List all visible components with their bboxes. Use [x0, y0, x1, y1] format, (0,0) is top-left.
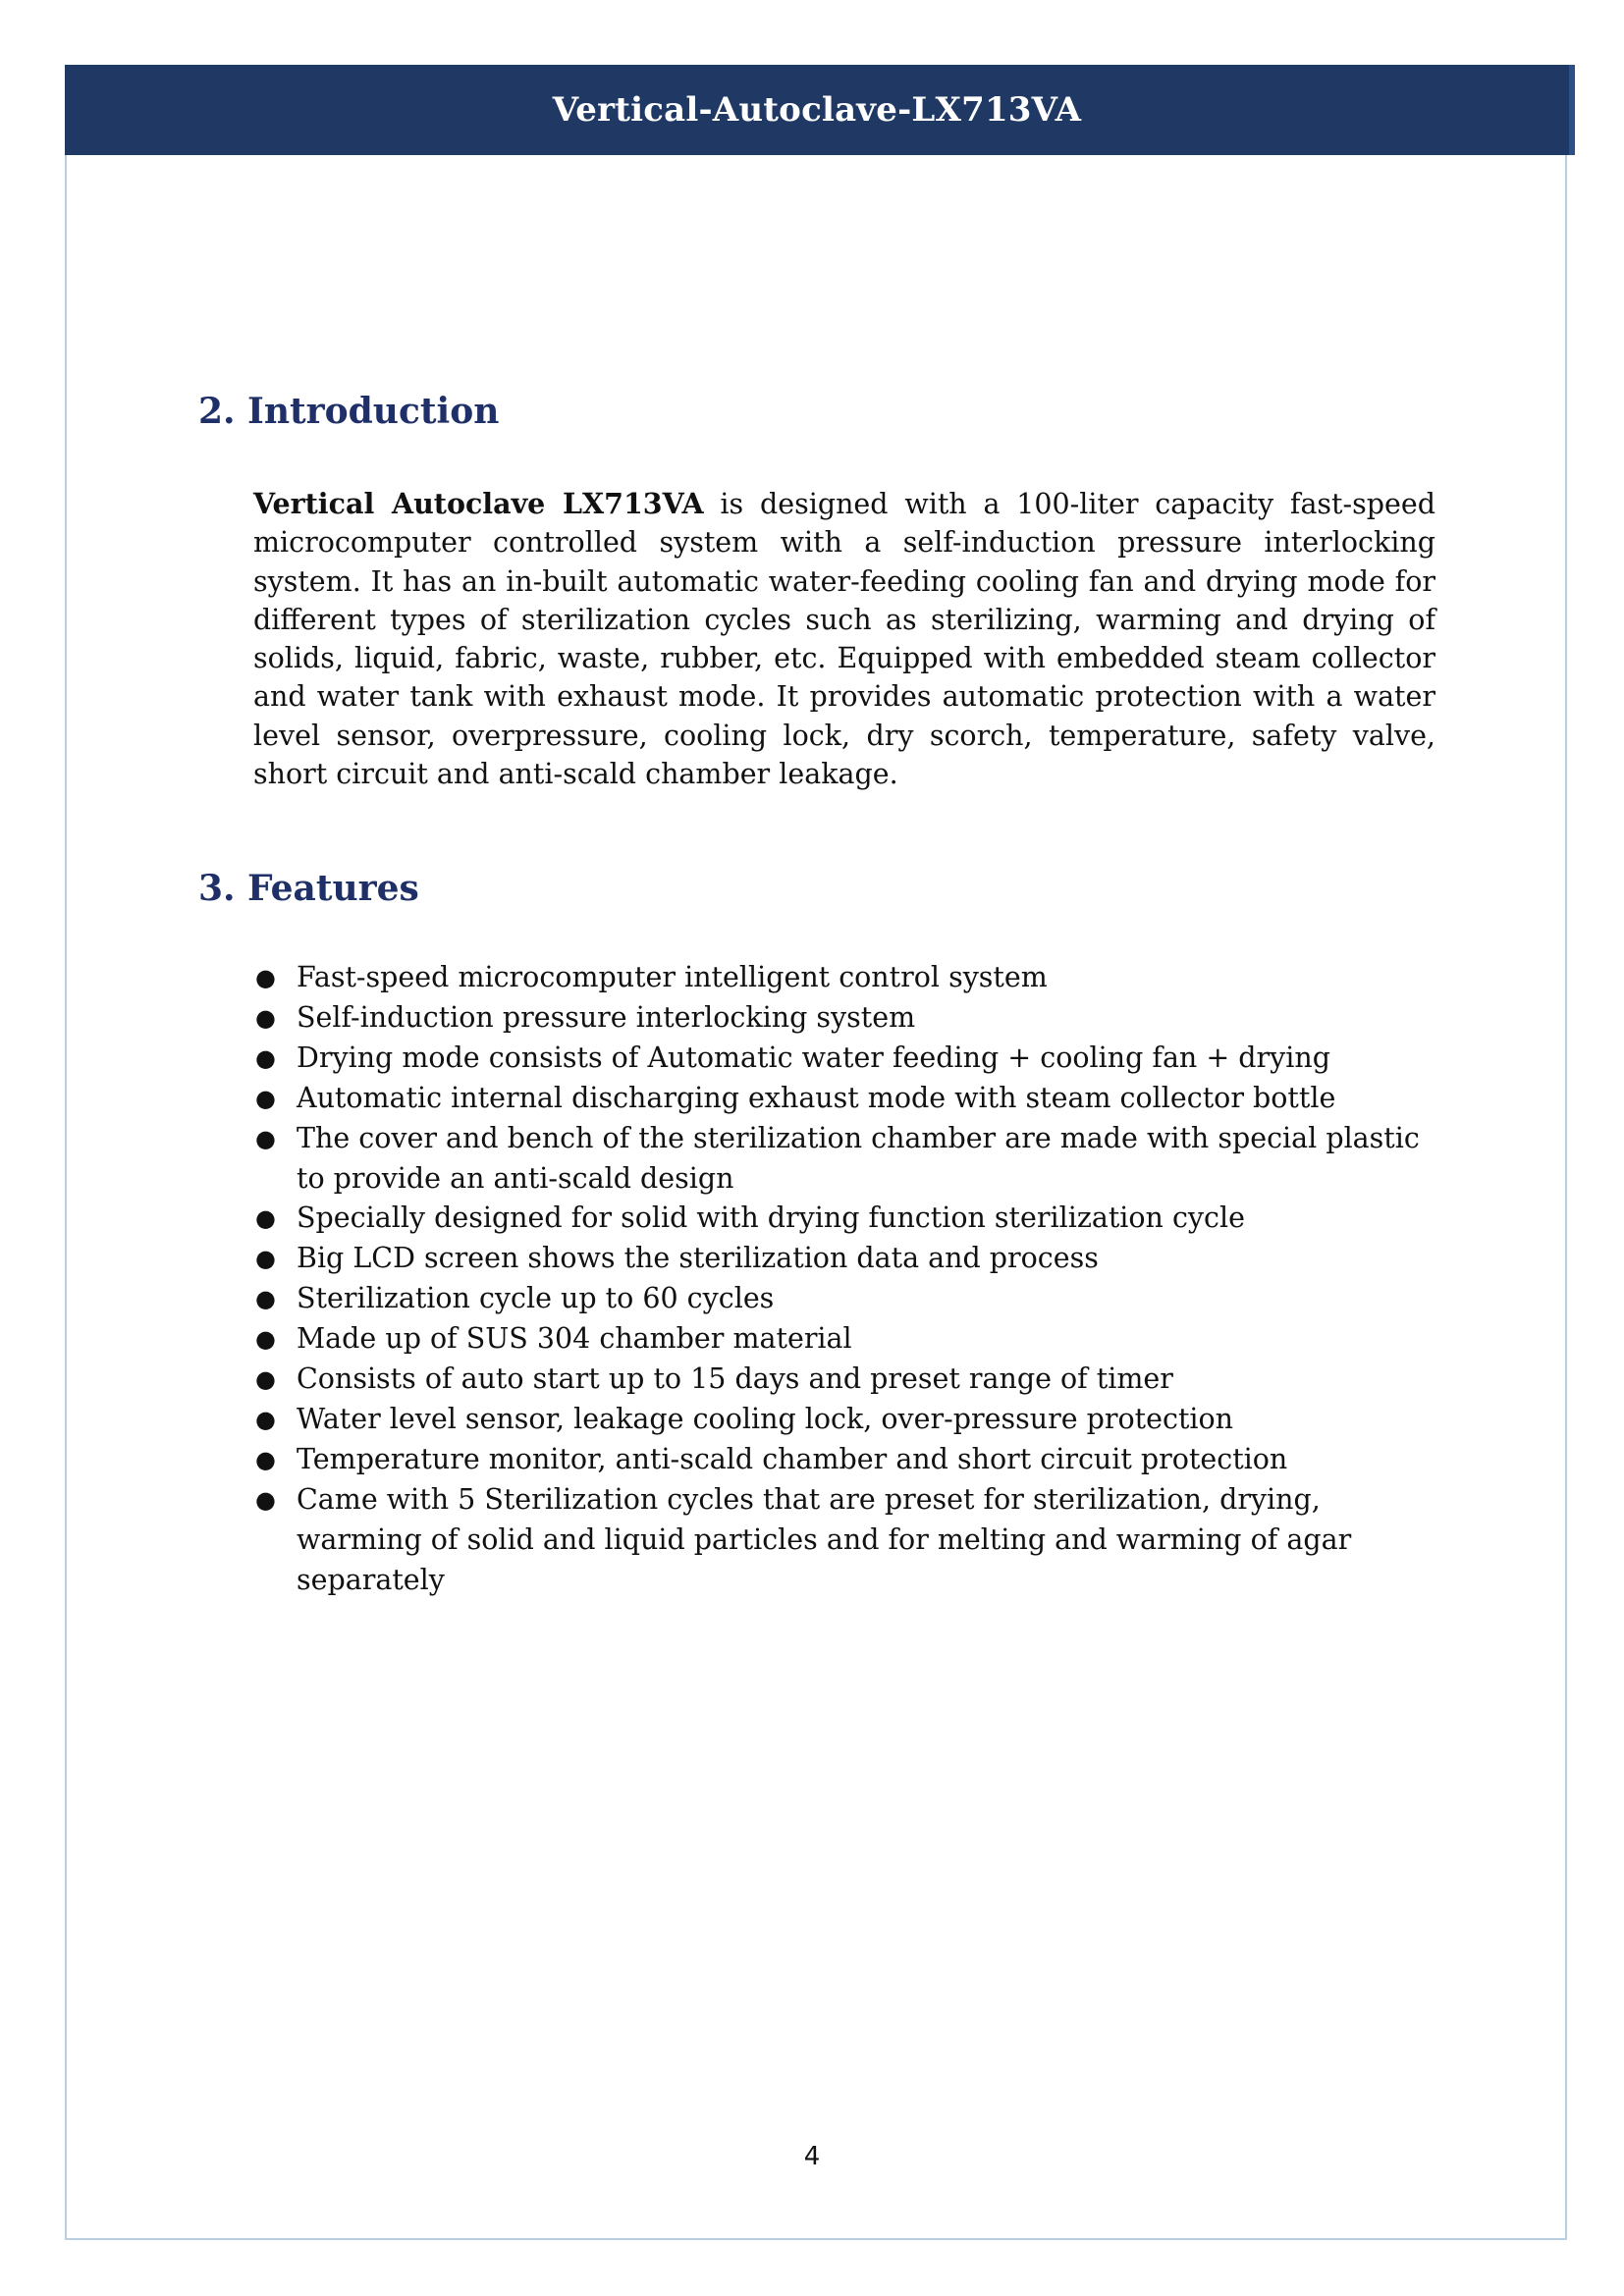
list-item: ● Self-induction pressure interlocking system: [253, 998, 1435, 1039]
bullet-icon: ●: [255, 1285, 276, 1313]
document-title: Vertical-Autoclave-LX713VA: [552, 90, 1082, 130]
list-item: ● The cover and bench of the sterilization chamber are made with special plastic to provide an anti-scald design: [253, 1119, 1435, 1200]
bullet-icon: ●: [255, 1325, 276, 1354]
bullet-icon: ●: [255, 1245, 276, 1273]
bullet-icon: ●: [255, 1365, 276, 1394]
bullet-icon: ●: [255, 1003, 276, 1032]
introduction-heading: [198, 391, 499, 432]
bullet-icon: ●: [255, 1204, 276, 1233]
bullet-icon: ●: [255, 1445, 276, 1473]
page-number: 4: [803, 2142, 821, 2171]
list-item: ● Made up of SUS 304 chamber material: [253, 1319, 1435, 1360]
list-item: ● Water level sensor, leakage cooling lock, over-pressure protection: [253, 1400, 1435, 1440]
header-bar: [65, 65, 1575, 155]
bullet-icon: ●: [255, 1405, 276, 1433]
bullet-icon: ●: [255, 1084, 276, 1112]
features-list: [253, 958, 1435, 1601]
list-item: ● Temperature monitor, anti-scald chamber and short circuit protection: [253, 1440, 1435, 1480]
list-item: ● Drying mode consists of Automatic water feeding + cooling fan + drying: [253, 1039, 1435, 1079]
introduction-lead: Vertical Autoclave LX713VA: [253, 487, 704, 520]
features-heading: [198, 868, 419, 909]
bullet-icon: ●: [255, 964, 276, 991]
list-item: ● Big LCD screen shows the sterilization data and process: [253, 1239, 1435, 1279]
list-item: ● Specially designed for solid with drying function sterilization cycle: [253, 1199, 1435, 1239]
list-item: ● Came with 5 Sterilization cycles that are preset for sterilization, drying, warming of solid and liquid particles and for melting and warming of agar separately: [253, 1480, 1435, 1601]
list-item: ● Fast-speed microcomputer intelligent control system: [253, 958, 1435, 998]
bullet-icon: ●: [255, 1485, 276, 1514]
list-item: ● Sterilization cycle up to 60 cycles: [253, 1279, 1435, 1319]
bullet-icon: ●: [255, 1043, 276, 1072]
introduction-heading-text: Introduction: [247, 391, 500, 432]
introduction-number: 2.: [198, 391, 236, 432]
bullet-icon: ●: [255, 1124, 276, 1152]
features-heading-text: Features: [247, 868, 419, 909]
list-item: ● Consists of auto start up to 15 days and preset range of timer: [253, 1360, 1435, 1400]
introduction-paragraph: [253, 485, 1435, 793]
list-item: ● Automatic internal discharging exhaust mode with steam collector bottle: [253, 1079, 1435, 1119]
introduction-body: is designed with a 100-liter capacity fast-speed microcomputer controlled system with a self-induction pressure interlocking system. It has an in-built automatic water-feeding cooling fan and drying mode for different types of sterilization cycles such as sterilizing, warming and drying of solids, liquid, fabric, waste, rubber, etc. Equipped with embedded steam collector and water tank with exhaust mode. It provides automatic protection with a water level sensor, overpressure, cooling lock, dry scorch, temperature, safety valve, short circuit and anti-scald chamber leakage.: [253, 488, 1435, 791]
features-number: 3.: [198, 868, 236, 909]
